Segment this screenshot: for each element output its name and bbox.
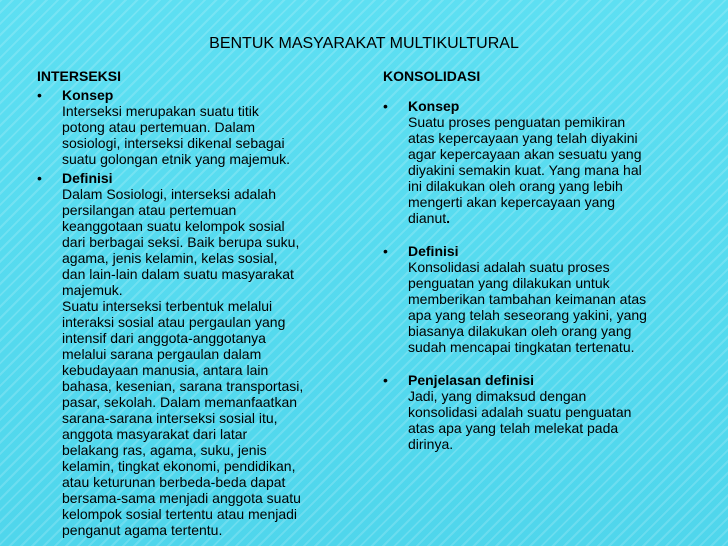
interseksi-column: [37, 68, 347, 538]
konsolidasi-definisi-item: [383, 243, 693, 355]
konsolidasi-penjelasan-text: Jadi, yang dimaksud dengan konsolidasi adalah suatu penguatan atas apa yang telah melekat pada dirinya.: [408, 388, 632, 452]
bullet-icon: •: [37, 170, 42, 186]
konsolidasi-konsep-label: Konsep: [408, 98, 460, 114]
interseksi-definisi-item: [37, 170, 347, 538]
konsolidasi-konsep-text: [408, 114, 693, 226]
interseksi-heading: INTERSEKSI: [37, 68, 122, 84]
konsolidasi-definisi-text: Konsolidasi adalah suatu proses penguatan yang dilakukan untuk memberikan tambahan keimanan atas apa yang telah seseorang yakini, yang biasanya dilakukan oleh orang yang sudah mencapai tingkatan tertenatu.: [408, 259, 647, 355]
interseksi-definisi-label: Definisi: [62, 170, 113, 186]
konsolidasi-column: [383, 68, 693, 469]
interseksi-konsep-item: [37, 87, 347, 167]
interseksi-definisi-text: Dalam Sosiologi, interseksi adalah persilangan atau pertemuan keanggotaan suatu kelompok sosial dari berbagai seksi. Baik berupa suku, agama, jenis kelamin, kelas sosial, dan lain-lain dalam suatu masyarakat majemuk. Suatu interseksi terbentuk melalui interaksi sosial atau pergaulan yang intensif dari anggota-anggotanya melalui sarana pergaulan dalam kebudayaan manusia, antara lain bahasa, kesenian, sarana transportasi, pasar, sekolah. Dalam memanfaatkan sarana-sarana interseksi sosial itu, anggota masyarakat dari latar belakang ras, agama, suku, jenis kelamin, tingkat ekonomi, pendidikan, atau keturunan berbeda-beda dapat bersama-sama menjadi anggota suatu kelompok sosial tertentu atau menjadi penganut agama tertentu.: [62, 186, 304, 538]
bullet-icon: •: [383, 372, 388, 388]
konsolidasi-definisi-label: Definisi: [408, 243, 459, 259]
konsolidasi-penjelasan-label: Penjelasan definisi: [408, 372, 535, 388]
bullet-icon: •: [383, 243, 388, 259]
interseksi-konsep-label: Konsep: [62, 87, 114, 103]
konsolidasi-konsep-item: [383, 98, 693, 226]
konsolidasi-konsep-end: .: [446, 210, 451, 226]
bullet-icon: •: [37, 87, 42, 103]
bullet-icon: •: [383, 98, 388, 114]
konsolidasi-konsep-body: Suatu proses penguatan pemikiran atas kepercayaan yang telah diyakini agar kepercayaan akan sesuatu yang diyakini semakin kuat. Yang mana hal ini dilakukan oleh orang yang lebih mengerti akan kepercayaan yang dianut: [408, 114, 642, 226]
interseksi-konsep-text: Interseksi merupakan suatu titik potong atau pertemuan. Dalam sosiologi, interseksi dikenal sebagai suatu golongan etnik yang majemuk.: [62, 103, 291, 167]
konsolidasi-penjelasan-item: [383, 372, 693, 452]
slide-title: BENTUK MASYARAKAT MULTIKULTURAL: [209, 35, 519, 52]
konsolidasi-heading: KONSOLIDASI: [383, 68, 481, 84]
